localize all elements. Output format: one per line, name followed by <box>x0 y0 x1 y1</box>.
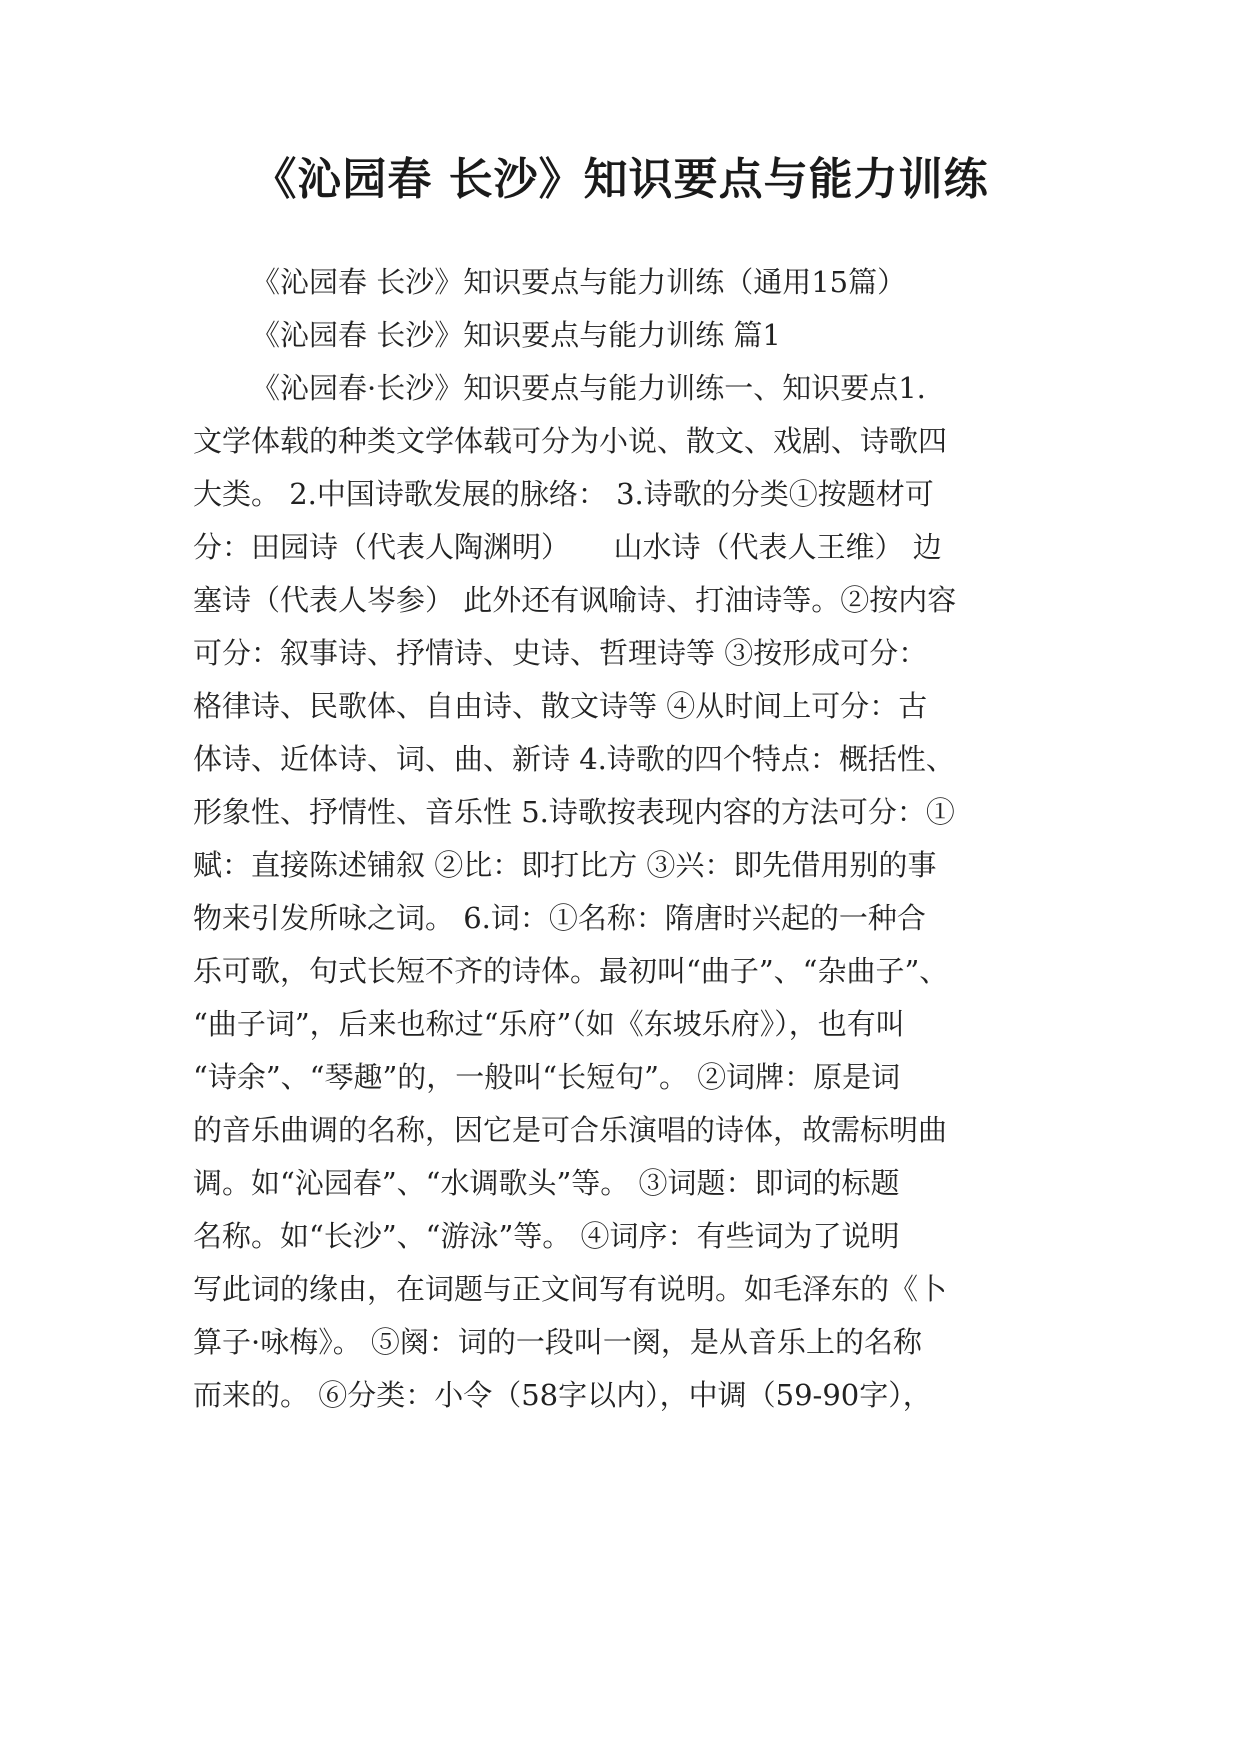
paragraph-line: 的音乐曲调的名称，因它是可合乐演唱的诗体，故需标明曲 <box>193 1113 948 1147</box>
paragraph-line: 可分：叙事诗、抒情诗、史诗、哲理诗等 ③按形成可分： <box>193 636 928 670</box>
paragraph-line: 算子·咏梅》。 ⑤阕：词的一段叫一阕，是从音乐上的名称 <box>193 1325 922 1359</box>
subtitle-line: 《沁园春 长沙》知识要点与能力训练（通用15篇） <box>251 265 907 299</box>
paragraph-line: 名称。如“长沙”、“游泳”等。 ④词序：有些词为了说明 <box>193 1219 900 1253</box>
paragraph-line: 形象性、抒情性、音乐性 5.诗歌按表现内容的方法可分：① <box>193 795 955 829</box>
paragraph-line: 乐可歌，句式长短不齐的诗体。最初叫“曲子”、“杂曲子”、 <box>193 954 949 988</box>
paragraph-line: 写此词的缘由，在词题与正文间写有说明。如毛泽东的《卜 <box>193 1272 948 1306</box>
paragraph-line: 调。如“沁园春”、“水调歌头”等。 ③词题：即词的标题 <box>193 1166 900 1200</box>
paragraph-line: 物来引发所咏之词。 6.词：①名称：隋唐时兴起的一种合 <box>193 901 926 935</box>
section-heading: 《沁园春 长沙》知识要点与能力训练 篇1 <box>251 318 781 352</box>
paragraph-line: 格律诗、民歌体、自由诗、散文诗等 ④从时间上可分：古 <box>193 689 928 723</box>
paragraph-line: 大类。 2.中国诗歌发展的脉络： 3.诗歌的分类①按题材可 <box>193 477 934 511</box>
paragraph-line: 《沁园春·长沙》知识要点与能力训练一、知识要点1. <box>251 371 926 405</box>
paragraph-line: 体诗、近体诗、词、曲、新诗 4.诗歌的四个特点：概括性、 <box>193 742 955 776</box>
paragraph-line: 塞诗（代表人岑参） 此外还有讽喻诗、打油诗等。②按内容 <box>193 583 957 617</box>
paragraph-line: 分：田园诗（代表人陶渊明） 山水诗（代表人王维） 边 <box>193 530 942 564</box>
paragraph-line: “诗余”、“琴趣”的，一般叫“长短句”。 ②词牌：原是词 <box>193 1060 901 1094</box>
paragraph-line: “曲子词”，后来也称过“乐府”（如《东坡乐府》），也有叫 <box>193 1007 905 1041</box>
paragraph-line: 文学体载的种类文学体载可分为小说、散文、戏剧、诗歌四 <box>193 424 948 458</box>
paragraph-line: 赋：直接陈述铺叙 ②比：即打比方 ③兴：即先借用别的事 <box>193 848 937 882</box>
paragraph-line: 而来的。 ⑥分类：小令（58字以内），中调（59-90字）， <box>193 1378 932 1412</box>
document-title: 《沁园春 长沙》知识要点与能力训练 <box>252 154 989 205</box>
